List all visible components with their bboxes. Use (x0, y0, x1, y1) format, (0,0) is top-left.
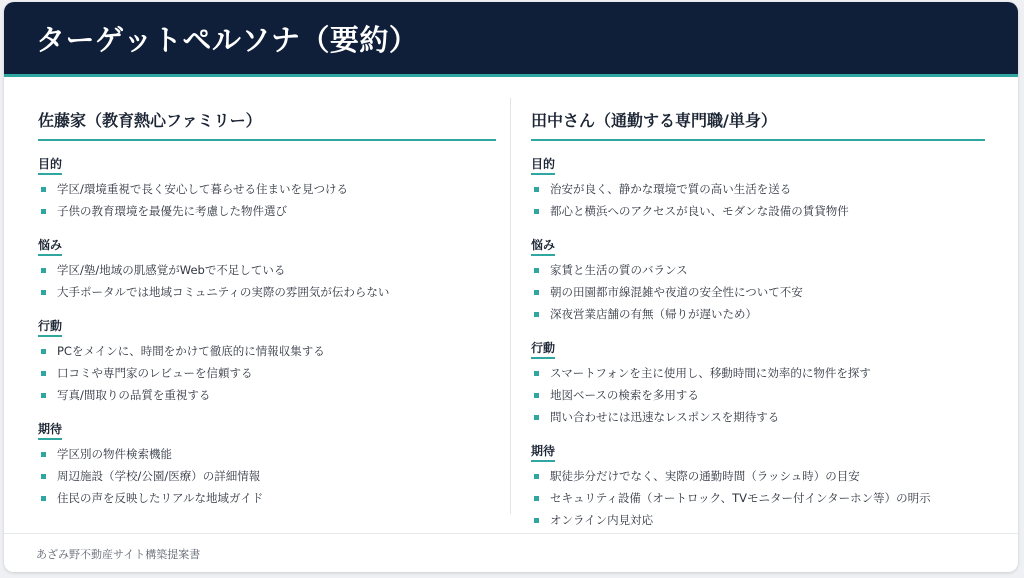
persona-column-right (531, 102, 985, 531)
list-item: 朝の田園都市線混雑や夜道の安全性について不安 (531, 281, 985, 303)
list-item: セキュリティ設備（オートロック、TVモニター付インターホン等）の明示 (531, 487, 985, 509)
bullet-square-icon (41, 474, 46, 479)
section-title: 目的 (531, 155, 555, 175)
bullet-square-icon (534, 290, 539, 295)
list-item: 学区別の物件検索機能 (38, 443, 496, 465)
bullet-square-icon (41, 187, 46, 192)
list-item: スマートフォンを主に使用し、移動時間に効率的に物件を探す (531, 362, 985, 384)
slide-footer (4, 533, 1018, 572)
section-expectations (531, 440, 985, 531)
bullet-square-icon (41, 268, 46, 273)
section-title: 悩み (531, 236, 555, 256)
bullet-square-icon (41, 349, 46, 354)
bullet-list (531, 362, 985, 428)
bullet-list (531, 259, 985, 325)
section-title: 行動 (531, 339, 555, 359)
section-behavior (38, 315, 496, 406)
list-item: 大手ポータルでは地域コミュニティの実際の雰囲気が伝わらない (38, 281, 496, 303)
column-divider (510, 98, 511, 514)
persona-column-left (38, 102, 496, 509)
persona-title: 佐藤家（教育熱心ファミリー） (38, 102, 496, 141)
slide-header (4, 2, 1018, 77)
footer-text: あざみ野不動産サイト構築提案書 (36, 548, 201, 561)
list-item: 学区/環境重視で長く安心して暮らせる住まいを見つける (38, 178, 496, 200)
bullet-square-icon (534, 415, 539, 420)
bullet-list (38, 443, 496, 509)
bullet-square-icon (534, 209, 539, 214)
section-purpose (38, 153, 496, 222)
section-title: 期待 (38, 420, 62, 440)
list-item: 治安が良く、静かな環境で質の高い生活を送る (531, 178, 985, 200)
section-purpose (531, 153, 985, 222)
bullet-square-icon (534, 371, 539, 376)
bullet-square-icon (534, 187, 539, 192)
bullet-list (531, 178, 985, 222)
bullet-list (531, 465, 985, 531)
persona-title: 田中さん（通勤する専門職/単身） (531, 102, 985, 141)
list-item: 学区/塾/地域の肌感覚がWebで不足している (38, 259, 496, 281)
list-item: PCをメインに、時間をかけて徹底的に情報収集する (38, 340, 496, 362)
section-expectations (38, 418, 496, 509)
section-pain-points (531, 234, 985, 325)
list-item: 地図ベースの検索を多用する (531, 384, 985, 406)
slide (4, 2, 1018, 572)
bullet-square-icon (534, 393, 539, 398)
list-item: 駅徒歩分だけでなく、実際の通勤時間（ラッシュ時）の目安 (531, 465, 985, 487)
bullet-square-icon (41, 393, 46, 398)
list-item: オンライン内見対応 (531, 509, 985, 531)
list-item: 問い合わせには迅速なレスポンスを期待する (531, 406, 985, 428)
bullet-square-icon (41, 496, 46, 501)
list-item: 家賃と生活の質のバランス (531, 259, 985, 281)
bullet-square-icon (534, 268, 539, 273)
bullet-square-icon (534, 518, 539, 523)
slide-title: ターゲットペルソナ（要約） (36, 23, 419, 57)
list-item: 周辺施設（学校/公園/医療）の詳細情報 (38, 465, 496, 487)
section-behavior (531, 337, 985, 428)
list-item: 口コミや専門家のレビューを信頼する (38, 362, 496, 384)
bullet-square-icon (41, 290, 46, 295)
list-item: 都心と横浜へのアクセスが良い、モダンな設備の賃貸物件 (531, 200, 985, 222)
section-title: 悩み (38, 236, 62, 256)
section-pain-points (38, 234, 496, 303)
bullet-list (38, 178, 496, 222)
bullet-list (38, 340, 496, 406)
section-title: 目的 (38, 155, 62, 175)
list-item: 深夜営業店舗の有無（帰りが遅いため） (531, 303, 985, 325)
bullet-square-icon (41, 371, 46, 376)
section-title: 期待 (531, 442, 555, 462)
bullet-square-icon (41, 452, 46, 457)
section-title: 行動 (38, 317, 62, 337)
bullet-square-icon (534, 312, 539, 317)
bullet-square-icon (534, 496, 539, 501)
list-item: 住民の声を反映したリアルな地域ガイド (38, 487, 496, 509)
list-item: 子供の教育環境を最優先に考慮した物件選び (38, 200, 496, 222)
list-item: 写真/間取りの品質を重視する (38, 384, 496, 406)
bullet-square-icon (41, 209, 46, 214)
bullet-list (38, 259, 496, 303)
bullet-square-icon (534, 474, 539, 479)
